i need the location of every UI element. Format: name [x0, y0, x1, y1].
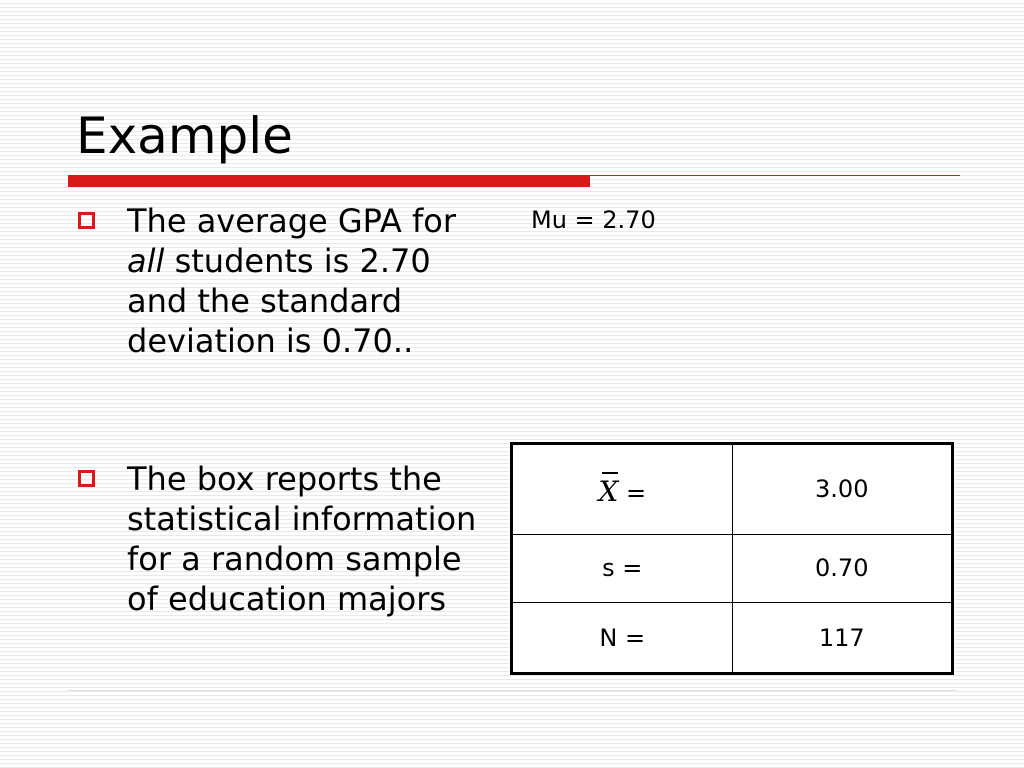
x-bar-symbol: X: [598, 471, 618, 508]
slide-title: Example: [76, 107, 293, 165]
bullet-text: [127, 201, 487, 361]
table-cell-value: 3.00: [732, 444, 953, 535]
sample-statistics-table: [510, 442, 954, 675]
bullet-text: The box reports the statistical information for a random sample of education majors: [127, 460, 477, 618]
table-cell-label: N =: [512, 603, 733, 674]
bullet-text-part: The average GPA for: [127, 202, 456, 240]
table-cell-label: [512, 444, 733, 535]
title-underline-thick: [68, 175, 590, 187]
table-row: [512, 603, 953, 674]
square-bullet-icon: [78, 470, 95, 487]
equals-sign: =: [618, 478, 647, 507]
bottom-divider: [68, 690, 956, 691]
table-cell-value: 0.70: [732, 534, 953, 603]
population-mean-label: Mu = 2.70: [531, 206, 656, 234]
title-underline-thin: [590, 175, 960, 176]
table-row: [512, 444, 953, 535]
table-cell-label: s =: [512, 534, 733, 603]
bullet-text-emphasis: all: [127, 242, 165, 280]
bullet-text-part: students is 2.70 and the standard deviation is 0.70..: [127, 242, 431, 360]
square-bullet-icon: [78, 212, 95, 229]
table-row: [512, 534, 953, 603]
table-cell-value: 117: [732, 603, 953, 674]
